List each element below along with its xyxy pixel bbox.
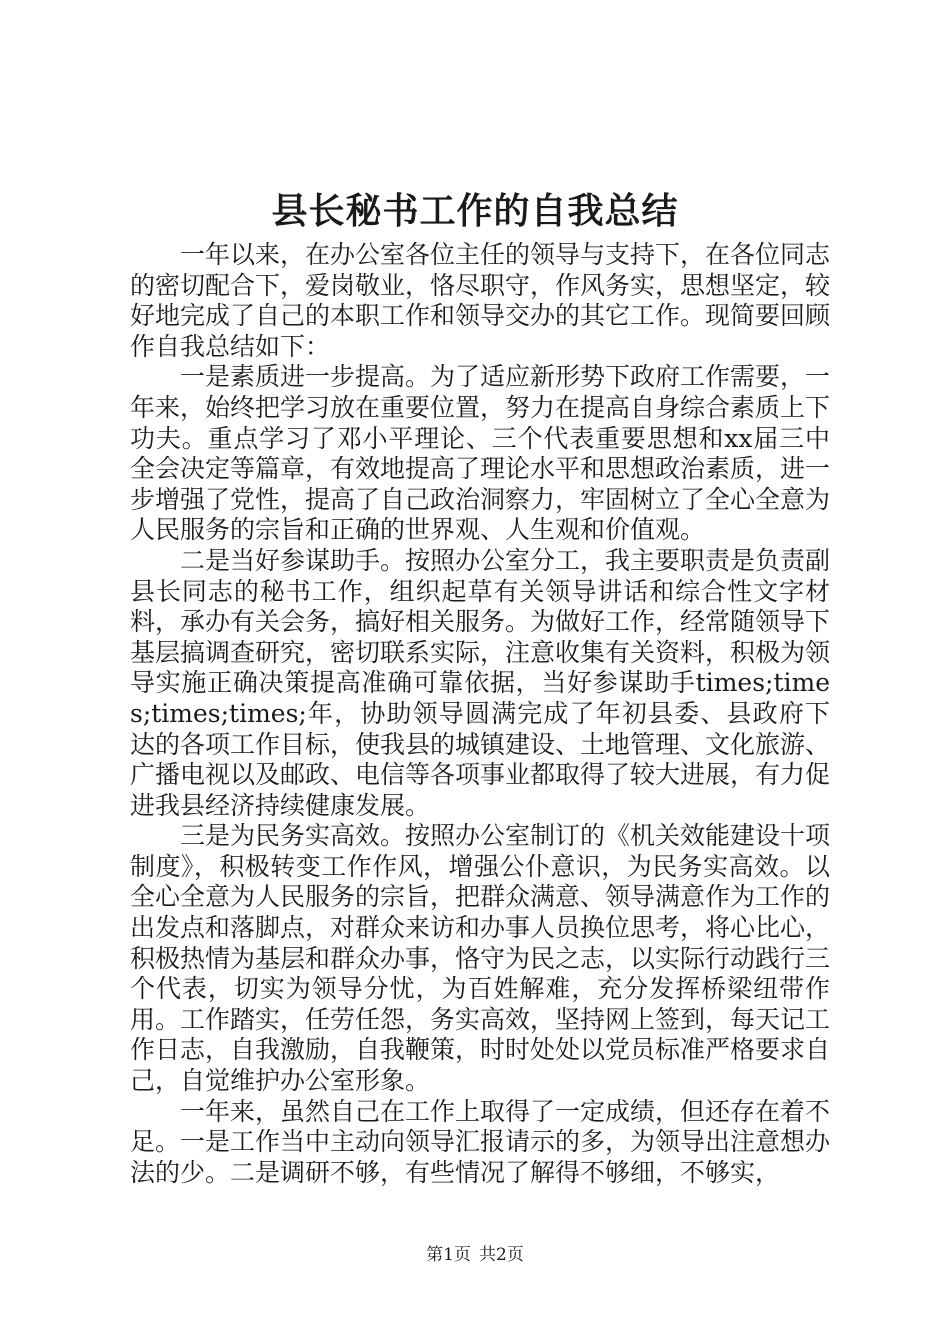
paragraph-intro: 一年以来，在办公室各位主任的领导与支持下，在各位同志的密切配合下，爱岗敬业，恪尽职守，作风务实，思想坚定，较好地完成了自己的本职工作和领导交办的其它工作。现简要回顾作自我总结如下：: [130, 240, 831, 361]
paragraph-shortcomings: 一年来，虽然自己在工作上取得了一定成绩，但还存在着不足。一是工作当中主动向领导汇报请示的多，为领导出注意想办法的少。二是调研不够，有些情况了解得不够细，不够实，: [130, 1096, 831, 1187]
page-footer: [0, 1243, 950, 1267]
paragraph-quality: 一是素质进一步提高。为了适应新形势下政府工作需要，一年来，始终把学习放在重要位置，努力在提高自身综合素质上下功夫。重点学习了邓小平理论、三个代表重要思想和xx届三中全会决定等篇章，有效地提高了理论水平和思想政治素质，进一步增强了党性，提高了自己政治洞察力，牢固树立了全心全意为人民服务的宗旨和正确的世界观、人生观和价值观。: [130, 362, 831, 545]
page-number: 第1页: [426, 1245, 471, 1265]
page-total: 共2页: [479, 1245, 524, 1265]
paragraph-efficiency: 三是为民务实高效。按照办公室制订的《机关效能建设十项制度》，积极转变工作作风，增强公仆意识，为民务实高效。以全心全意为人民服务的宗旨，把群众满意、领导满意作为工作的出发点和落脚点，对群众来访和办事人员换位思考，将心比心，积极热情为基层和群众办事，恪守为民之志，以实际行动践行三个代表，切实为领导分忧，为百姓解难，充分发挥桥梁纽带作用。工作踏实，任劳任怨，务实高效，坚持网上签到，每天记工作日志，自我激励，自我鞭策，时时处处以党员标准严格要求自己，自觉维护办公室形象。: [130, 821, 831, 1096]
document-title: 县长秘书工作的自我总结: [271, 190, 679, 232]
paragraph-advisor: 二是当好参谋助手。按照办公室分工，我主要职责是负责副县长同志的秘书工作，组织起草有关领导讲话和综合性文字材料，承办有关会务，搞好相关服务。为做好工作，经常随领导下基层搞调查研究，密切联系实际，注意收集有关资料，积极为领导实施正确决策提高准确可靠依据，当好参谋助手times;times;times;times;年，协助领导圆满完成了年初县委、县政府下达的各项工作目标，使我县的城镇建设、土地管理、文化旅游、广播电视以及邮政、电信等各项事业都取得了较大进展，有力促进我县经济持续健康发展。: [130, 545, 831, 820]
document-body: [130, 240, 830, 1188]
